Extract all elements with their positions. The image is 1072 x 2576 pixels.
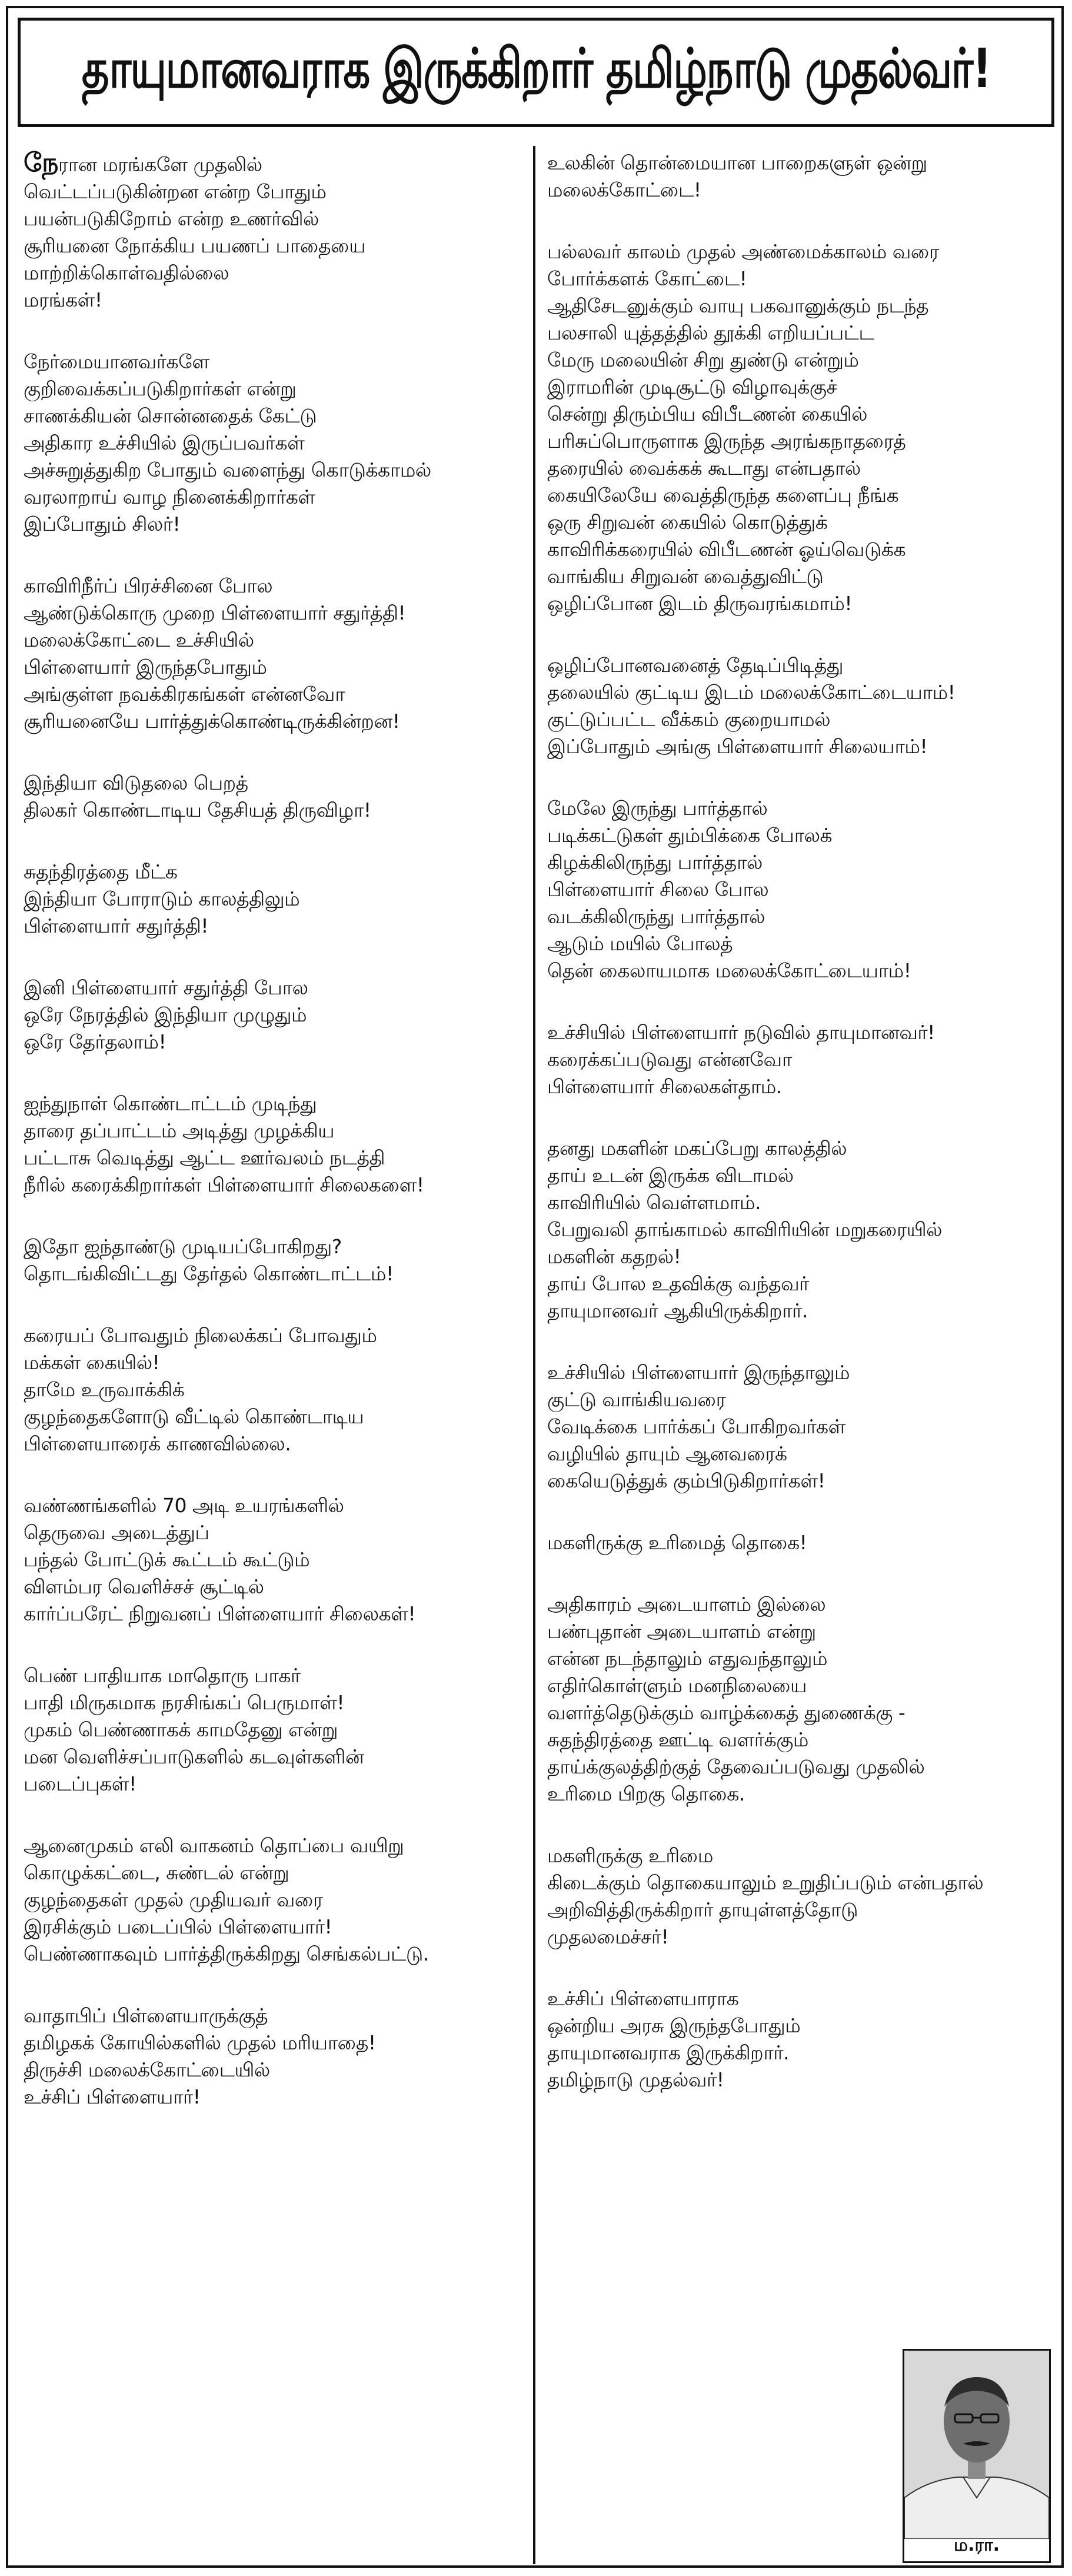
poem-line: திலகர் கொண்டாடிய தேசியத் திருவிழா! — [24, 798, 371, 821]
poem-line: பேறுவலி தாங்காமல் காவிரியின் மறுகரையில் — [547, 1218, 942, 1241]
poem-line: இந்தியா விடுதலை பெறத் — [24, 771, 248, 794]
poem-line: முகம் பெண்ணாகக் காமதேனு என்று — [24, 1718, 338, 1741]
poem-line: குட்டு வாங்கியவரை — [547, 1388, 726, 1411]
poem-line: குழந்தைகள் முதல் முதியவர் வரை — [24, 1888, 323, 1911]
poem-line: கையிலேயே வைத்திருந்த களைப்பு நீங்க — [547, 484, 899, 507]
poem-line: படிக்கட்டுகள் தும்பிக்கை போலக் — [547, 824, 833, 847]
poem-line: மாற்றிக்கொள்வதில்லை — [24, 261, 229, 284]
poem-line: விளம்பர வெளிச்சச் சூட்டில் — [24, 1575, 264, 1598]
poem-line: தென் கைலாயமாக மலைக்கோட்டையாம்! — [547, 959, 911, 982]
poem-line: உரிமை பிறகு தொகை. — [547, 1782, 745, 1805]
poem-line: இப்போதும் அங்கு பிள்ளையார் சிலையாம்! — [547, 735, 928, 758]
poem-line: ஒரே தேர்தலாம்! — [24, 1030, 167, 1053]
poem-line: வேடிக்கை பார்க்கப் போகிறவர்கள் — [547, 1415, 845, 1438]
poem-line: ஆதிசேடனுக்கும் வாயு பகவானுக்கும் நடந்த — [547, 294, 929, 317]
poem-line: மலைக்கோட்டை! — [547, 178, 701, 201]
poem-line: ஒழிப்போனவனைத் தேடிப்பிடித்து — [547, 654, 843, 677]
poem-line: இந்தியா போராடும் காலத்திலும் — [24, 887, 300, 910]
stanza — [24, 770, 530, 824]
poem-line: பிள்ளையார் சிலைகள்தாம். — [547, 1075, 782, 1098]
stanza — [24, 149, 530, 314]
drop-cap: நே — [24, 148, 58, 178]
poem-line: போர்க்களக் கோட்டை! — [547, 267, 747, 290]
first-line-text: ரான மரங்களே முதலில் — [58, 153, 262, 176]
poem-line: சூரியனை நோக்கிய பயணப் பாதையை — [24, 234, 366, 257]
poem-left-column — [24, 149, 530, 2145]
poem-line: அச்சுறுத்துகிற போதும் வளைந்து கொடுக்காமல் — [24, 458, 431, 481]
stanza — [24, 1662, 530, 1798]
stanza — [547, 1529, 1053, 1556]
poem-line: தலையில் குட்டிய இடம் மலைக்கோட்டையாம்! — [547, 681, 956, 704]
poem-line: மன வெளிச்சப்பாடுகளில் கடவுள்களின் — [24, 1745, 364, 1768]
poem-line: சென்று திரும்பிய விபீடணன் கையில் — [547, 402, 868, 425]
poem-line: சூரியனையே பார்த்துக்கொண்டிருக்கின்றன! — [24, 710, 400, 733]
poem-line: பண்புதான் அடையாளம் என்று — [547, 1620, 816, 1643]
poem-line: உலகின் தொன்மையான பாறைகளுள் ஒன்று — [547, 151, 927, 174]
poem-line: ஆடும் மயில் போலத் — [547, 932, 733, 955]
poem-line: பந்தல் போட்டுக் கூட்டம் கூட்டும் — [24, 1548, 310, 1571]
poem-line: வண்ணங்களில் 70 அடி உயரங்களில் — [24, 1494, 344, 1517]
poem-line: ஆண்டுக்கொரு முறை பிள்ளையார் சதுர்த்தி! — [24, 601, 406, 624]
poem-line: கொழுக்கட்டை, சுண்டல் என்று — [24, 1861, 289, 1884]
poem-line: ஒரே நேரத்தில் இந்தியா முழுதும் — [24, 1003, 307, 1026]
poem-line: தாய் போல உதவிக்கு வந்தவர் — [547, 1272, 809, 1295]
poem-line: மகளிருக்கு உரிமை — [547, 1844, 713, 1867]
poem-line: இனி பிள்ளையார் சதுர்த்தி போல — [24, 976, 308, 999]
poem-line: தாயுமானவராக இருக்கிறார். — [547, 2041, 790, 2064]
poem-line: வெட்டப்படுகின்றன என்ற போதும் — [24, 180, 327, 203]
stanza — [547, 1591, 1053, 1808]
stanza — [547, 652, 1053, 760]
poem-line: இப்போதும் சிலர்! — [24, 512, 181, 535]
poem-line: அதிகார உச்சியில் இருப்பவர்கள் — [24, 431, 305, 454]
stanza — [24, 858, 530, 940]
stanza — [24, 573, 530, 735]
poem-line: கையெடுத்துக் கும்பிடுகிறார்கள்! — [547, 1469, 825, 1492]
poem-line: கரைக்கப்படுவது என்னவோ — [547, 1048, 792, 1071]
poem-line: வளர்த்தெடுக்கும் வாழ்க்கைத் துணைக்கு - — [547, 1701, 905, 1724]
poem-line: அதிகாரம் அடையாளம் இல்லை — [547, 1593, 826, 1616]
poem-line: நீரில் கரைக்கிறார்கள் பிள்ளையார் சிலைகளை! — [24, 1173, 424, 1196]
poem-line: பெண் பாதியாக மாதொரு பாகர் — [24, 1664, 301, 1687]
author-signature: ம.ரா. — [953, 2535, 1000, 2555]
poem-line: பெண்ணாகவும் பார்த்திருக்கிறது செங்கல்பட்டு. — [24, 1942, 429, 1965]
author-portrait-icon — [904, 2351, 1049, 2539]
poem-line: திருச்சி மலைக்கோட்டையில் — [24, 2058, 270, 2081]
poem-line: நேர்மையானவர்களே — [24, 350, 209, 373]
poem-line: பட்டாசு வெடித்து ஆட்ட ஊர்வலம் நடத்தி — [24, 1146, 385, 1169]
stanza — [547, 238, 1053, 617]
stanza — [547, 1842, 1053, 1951]
poem-line: பலசாலி யுத்தத்தில் தூக்கி எறியப்பட்ட — [547, 321, 874, 344]
poem-line: மகளின் கதறல்! — [547, 1245, 681, 1268]
poem-line: ஐந்துநாள் கொண்டாட்டம் முடிந்து — [24, 1092, 317, 1115]
poem-line: இதோ ஐந்தாண்டு முடியப்போகிறது? — [24, 1235, 342, 1258]
stanza — [547, 1019, 1053, 1100]
poem-right-column — [547, 149, 1053, 2128]
poem-line: அங்குள்ள நவக்கிரகங்கள் என்னவோ — [24, 683, 345, 705]
stanza — [24, 1233, 530, 1287]
poem-line: உச்சிப் பிள்ளையாராக — [547, 1987, 739, 2010]
stanza — [24, 1832, 530, 1968]
poem-line: மேலே இருந்து பார்த்தால் — [547, 797, 768, 820]
column-divider — [533, 146, 535, 2564]
poem-line: பாதி மிருகமாக நரசிங்கப் பெருமாள்! — [24, 1691, 345, 1714]
poem-line: பல்லவர் காலம் முதல் அண்மைக்காலம் வரை — [547, 240, 939, 263]
poem-line: வாதாபிப் பிள்ளையாருக்குத் — [24, 2004, 268, 2027]
poem-line: குறிவைக்கப்படுகிறார்கள் என்று — [24, 377, 297, 400]
poem-line: குட்டுப்பட்ட வீக்கம் குறையாமல் — [547, 708, 831, 731]
poem-line: வரலாறாய் வாழ நினைக்கிறார்கள் — [24, 485, 315, 508]
poem-line: காவிரிநீர்ப் பிரச்சினை போல — [24, 574, 273, 597]
poem-line: தெருவை அடைத்துப் — [24, 1521, 209, 1544]
stanza — [547, 1359, 1053, 1495]
poem-line: ஆனைமுகம் எலி வாகனம் தொப்பை வயிறு — [24, 1834, 404, 1857]
stanza — [547, 1135, 1053, 1324]
poem-line: அறிவித்திருக்கிறார் தாயுள்ளத்தோடு — [547, 1898, 858, 1921]
poem-line: உச்சியில் பிள்ளையார் நடுவில் தாயுமானவர்! — [547, 1021, 935, 1044]
poem-line: உச்சிப் பிள்ளையார்! — [24, 2085, 201, 2108]
stanza — [24, 974, 530, 1056]
poem-line: இராமரின் முடிசூட்டு விழாவுக்குச் — [547, 375, 837, 398]
poem-line: மலைக்கோட்டை உச்சியில் — [24, 628, 254, 651]
poem-line: காவிரிக்கரையில் விபீடணன் ஓய்வெடுக்க — [547, 538, 906, 561]
poem-line: பிள்ளையார் சிலை போல — [547, 878, 769, 901]
stanza — [547, 149, 1053, 204]
poem-line: தரையில் வைக்கக் கூடாது என்பதால் — [547, 457, 861, 480]
stanza — [24, 2002, 530, 2111]
poem-line: பயன்படுகிறோம் என்ற உணர்வில் — [24, 207, 319, 230]
stanza — [547, 795, 1053, 984]
poem-line: பரிசுப்பொருளாக இருந்த அரங்கநாதரைத் — [547, 430, 906, 452]
poem-line: வழியில் தாயும் ஆனவரைக் — [547, 1442, 787, 1465]
poem-line: என்ன நடந்தாலும் எதுவந்தாலும் — [547, 1647, 828, 1670]
poem-line: ஒழிப்போன இடம் திருவரங்கமாம்! — [547, 592, 853, 615]
poem-line: தமிழ்நாடு முதல்வர்! — [547, 2068, 724, 2091]
poem-line: பிள்ளையார் இருந்தபோதும் — [24, 655, 267, 678]
poem-line: தொடங்கிவிட்டது தேர்தல் கொண்டாட்டம்! — [24, 1262, 394, 1285]
poem-line: சுதந்திரத்தை மீட்க — [24, 860, 178, 883]
poem-line: படைப்புகள்! — [24, 1772, 137, 1795]
poem-line: கரையப் போவதும் நிலைக்கப் போவதும் — [24, 1324, 377, 1347]
stanza — [24, 1492, 530, 1628]
poem-line: கார்ப்பரேட் நிறுவனப் பிள்ளையார் சிலைகள்! — [24, 1602, 416, 1625]
poem-line: தனது மகளின் மகப்பேறு காலத்தில் — [547, 1137, 847, 1160]
poem-line: பிள்ளையாரைக் காணவில்லை. — [24, 1432, 291, 1455]
stanza — [24, 1322, 530, 1457]
poem-line: முதலமைச்சர்! — [547, 1925, 669, 1948]
poem-line: மகளிருக்கு உரிமைத் தொகை! — [547, 1531, 807, 1554]
poem-line: பிள்ளையார் சதுர்த்தி! — [24, 914, 209, 937]
stanza — [24, 1090, 530, 1199]
headline-title: தாயுமானவராக இருக்கிறார் தமிழ்நாடு முதல்வர்! — [81, 37, 991, 100]
poem-line: தாமே உருவாக்கிக் — [24, 1378, 185, 1401]
poem-line: காவிரியில் வெள்ளமாம். — [547, 1191, 761, 1214]
poem-line: சாணக்கியன் சொன்னதைக் கேட்டு — [24, 404, 317, 427]
poem-line: தமிழகக் கோயில்களில் முதல் மரியாதை! — [24, 2031, 376, 2054]
poem-line: மக்கள் கையில்! — [24, 1351, 160, 1374]
poem-line: தாய் உடன் இருக்க விடாமல் — [547, 1164, 794, 1187]
poem-line — [24, 149, 530, 178]
poem-line: உச்சியில் பிள்ளையார் இருந்தாலும் — [547, 1361, 850, 1384]
poem-line: வாங்கிய சிறுவன் வைத்துவிட்டு — [547, 565, 824, 588]
poem-line: தாய்க்குலத்திற்குத் தேவைப்படுவது முதலில் — [547, 1755, 925, 1778]
poem-line: வடக்கிலிருந்து பார்த்தால் — [547, 905, 765, 928]
poem-line: மரங்கள்! — [24, 288, 102, 311]
poem-line: ஒன்றிய அரசு இருந்தபோதும் — [547, 2014, 801, 2037]
poem-line: எதிர்கொள்ளும் மனநிலையை — [547, 1674, 807, 1697]
poem-line: தாயுமானவர் ஆகியிருக்கிறார். — [547, 1299, 808, 1322]
poem-line: இரசிக்கும் படைப்பில் பிள்ளையார்! — [24, 1915, 332, 1938]
poem-line: மேரு மலையின் சிறு துண்டு என்றும் — [547, 348, 859, 371]
poem-line: கிழக்கிலிருந்து பார்த்தால் — [547, 851, 763, 874]
stanza — [547, 1985, 1053, 2094]
author-portrait — [903, 2349, 1051, 2563]
poem-line: தாரை தப்பாட்டம் அடித்து முழக்கிய — [24, 1119, 335, 1142]
poem-line: கிடைக்கும் தொகையாலும் உறுதிப்படும் என்பதால் — [547, 1871, 984, 1894]
poem-line: ஒரு சிறுவன் கையில் கொடுத்துக் — [547, 511, 828, 534]
stanza — [24, 348, 530, 538]
poem-line: குழந்தைகளோடு வீட்டில் கொண்டாடிய — [24, 1405, 364, 1428]
headline-box — [18, 18, 1054, 127]
poem-line: சுதந்திரத்தை ஊட்டி வளர்க்கும் — [547, 1728, 808, 1751]
